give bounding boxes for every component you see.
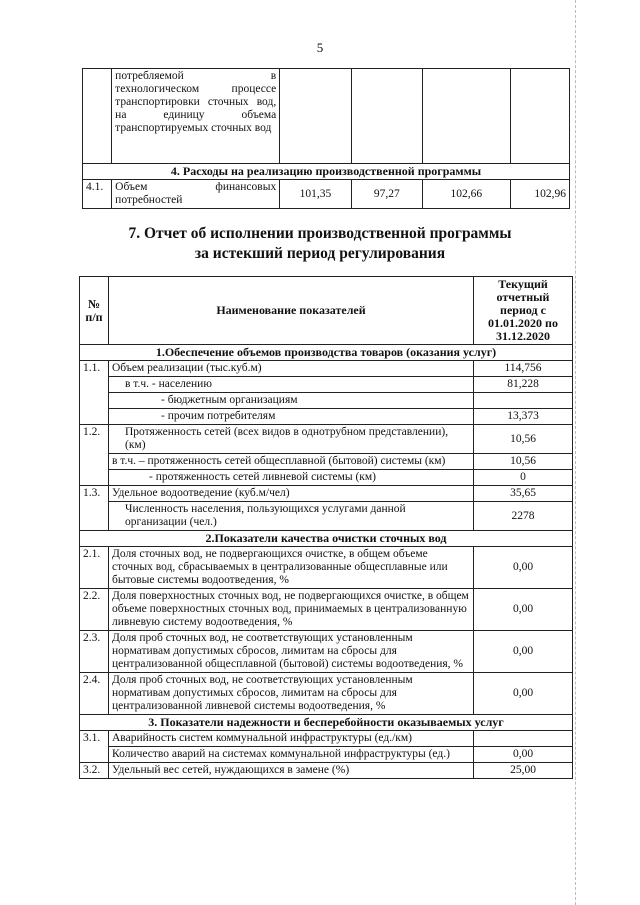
row-value: 2278 — [474, 502, 573, 531]
row-label: в т.ч. - населению — [109, 377, 474, 393]
row-label: - прочим потребителям — [109, 409, 474, 425]
index-cell — [83, 69, 112, 164]
table-row — [80, 425, 573, 454]
section-row — [80, 715, 573, 731]
table-row — [83, 180, 570, 209]
table-row — [80, 502, 573, 531]
row-label: Протяженность сетей (всех видов в однотрубном представлении), (км) — [109, 425, 474, 454]
value-cell: 97,27 — [351, 180, 422, 209]
row-label: в т.ч. – протяженность сетей общесплавной (бытовой) системы (км) — [109, 454, 474, 470]
header-num: № п/п — [80, 277, 109, 345]
row-index: 3.2. — [80, 763, 109, 779]
row-label: Удельный вес сетей, нуждающихся в замене (%) — [109, 763, 474, 779]
scan-edge-line — [575, 0, 577, 905]
report-title — [0, 224, 640, 264]
row-value: 25,00 — [474, 763, 573, 779]
report-title-line2: за истекший период регулирования — [194, 245, 446, 262]
report-title-line1: 7. Отчет об исполнении производственной программы — [128, 225, 512, 242]
row-label: - протяженность сетей ливневой системы (км) — [109, 470, 474, 486]
row-label: Доля проб сточных вод, не соответствующих установленным нормативам допустимых сбросов, лимитам на сбросы для централизованной общесплавной (бытовой) системы водоотведения, % — [109, 631, 474, 673]
row-index: 2.3. — [80, 631, 109, 673]
report-table — [79, 276, 573, 779]
section-title: 1.Обеспечение объемов производства товаров (оказания услуг) — [80, 345, 573, 361]
row-label: Объем финансовых потребностей — [112, 180, 280, 209]
value-cell — [351, 69, 422, 164]
row-label: Количество аварий на системах коммунальной инфраструктуры (ед.) — [109, 747, 474, 763]
table-row — [80, 486, 573, 502]
table-row — [80, 454, 573, 470]
row-value: 0,00 — [474, 673, 573, 715]
section-title: 3. Показатели надежности и бесперебойности оказываемых услуг — [80, 715, 573, 731]
row-value: 35,65 — [474, 486, 573, 502]
row-value: 0 — [474, 470, 573, 486]
value-cell — [510, 69, 569, 164]
table-row — [80, 731, 573, 747]
row-index: 2.4. — [80, 673, 109, 715]
table-row — [80, 763, 573, 779]
table-row — [80, 673, 573, 715]
row-index: 1.1. — [80, 361, 109, 425]
row-label: Доля поверхностных сточных вод, не подвергающихся очистке, в общем объеме поверхностных сточных вод, принимаемых в централизованную ливневую систему водоотведения, % — [109, 589, 474, 631]
continued-text: потребляемой в технологическом процессе транспортировки сточных вод, на единицу объема транспортируемых сточных вод — [112, 69, 280, 164]
row-value: 81,228 — [474, 377, 573, 393]
value-cell: 102,96 — [510, 180, 569, 209]
table-row — [80, 589, 573, 631]
row-index: 1.3. — [80, 486, 109, 531]
row-value: 13,373 — [474, 409, 573, 425]
table-row — [80, 409, 573, 425]
row-index: 4.1. — [83, 180, 112, 209]
row-value — [474, 393, 573, 409]
row-index: 2.2. — [80, 589, 109, 631]
header-name: Наименование показателей — [109, 277, 474, 345]
value-cell — [423, 69, 511, 164]
table-row — [80, 747, 573, 763]
page-number: 5 — [316, 40, 324, 55]
top-table — [82, 68, 570, 209]
row-value: 0,00 — [474, 747, 573, 763]
row-value: 0,00 — [474, 631, 573, 673]
row-label: Доля проб сточных вод, не соответствующих установленным нормативам допустимых сбросов, лимитам на сбросы для централизованной ливневой системы водоотведения, % — [109, 673, 474, 715]
header-period: Текущий отчетный период с 01.01.2020 по 31.12.2020 — [474, 277, 573, 345]
row-label: Доля сточных вод, не подвергающихся очистке, в общем объеме сточных вод, сбрасываемых в централизованные общесплавные или бытовые системы водоотведения, % — [109, 547, 474, 589]
row-value: 114,756 — [474, 361, 573, 377]
table-row — [80, 377, 573, 393]
table-row — [80, 361, 573, 377]
value-cell — [280, 69, 351, 164]
row-index: 3.1. — [80, 731, 109, 763]
table-row — [80, 470, 573, 486]
value-cell: 102,66 — [423, 180, 511, 209]
row-value: 0,00 — [474, 589, 573, 631]
value-cell: 101,35 — [280, 180, 351, 209]
section-title: 4. Расходы на реализацию производственной программы — [83, 164, 570, 180]
row-label: - бюджетным организациям — [109, 393, 474, 409]
row-label: Численность населения, пользующихся услугами данной организации (чел.) — [109, 502, 474, 531]
row-value: 10,56 — [474, 425, 573, 454]
section-row — [80, 531, 573, 547]
table-row — [80, 631, 573, 673]
section-title: 2.Показатели качества очистки сточных вод — [80, 531, 573, 547]
header-row — [80, 277, 573, 345]
row-index: 1.2. — [80, 425, 109, 486]
row-value: 0,00 — [474, 547, 573, 589]
row-label: Аварийность систем коммунальной инфраструктуры (ед./км) — [109, 731, 474, 747]
row-label: Удельное водоотведение (куб.м/чел) — [109, 486, 474, 502]
table-row — [83, 69, 570, 164]
row-value — [474, 731, 573, 747]
table-row — [80, 547, 573, 589]
row-value: 10,56 — [474, 454, 573, 470]
row-index: 2.1. — [80, 547, 109, 589]
section-row — [83, 164, 570, 180]
section-row — [80, 345, 573, 361]
row-label: Объем реализации (тыс.куб.м) — [109, 361, 474, 377]
table-row — [80, 393, 573, 409]
